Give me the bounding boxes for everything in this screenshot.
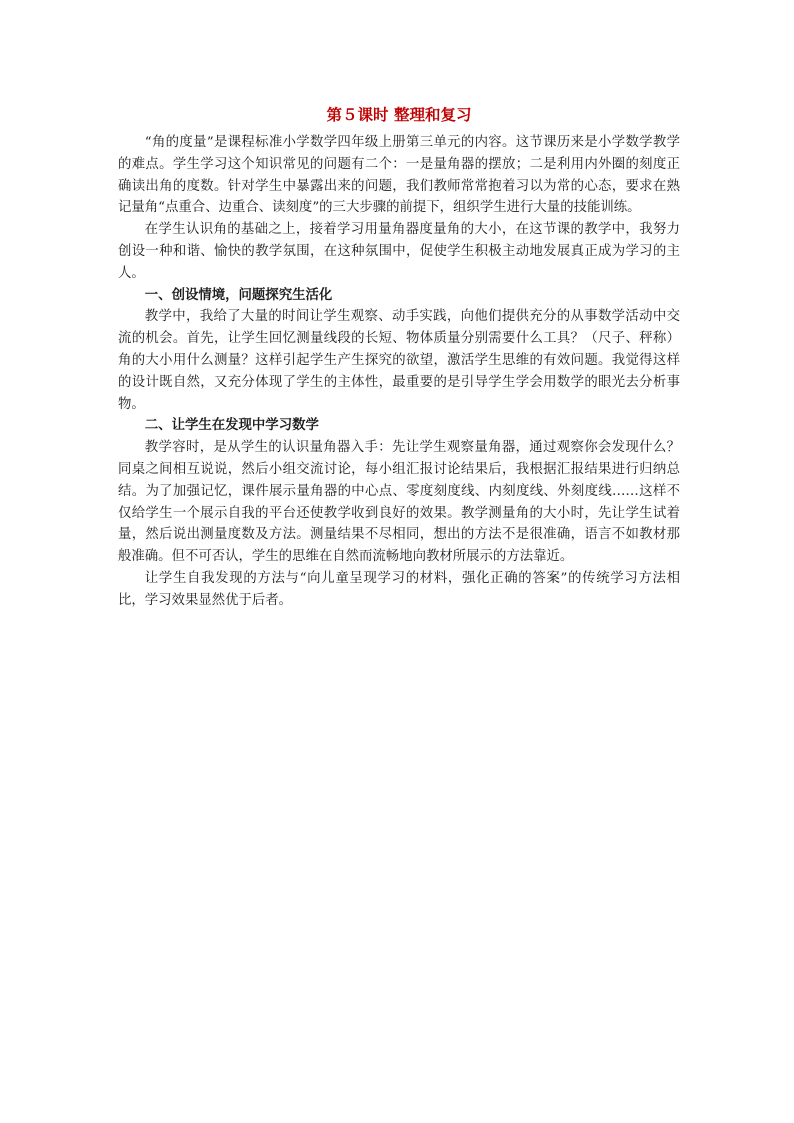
section-2-paragraph: 教学容时，是从学生的认识量角器入手：先让学生观察量角器，通过观察你会发现什么？同桌之间相互说说，然后小组交流讨论，每小组汇报讨论结果后，我根据汇报结果进行归纳总结。为了加强记忆，课件展示量角器的中心点、零度刻度线、内刻度线、外刻度线……这样不仅给学生一个展示自我的平台还使教学收到良好的效果。教学测量角的大小时，先让学生试着量，然后说出测量度数及方法。测量结果不尽相同，想出的方法不是很准确，语言不如教材那般准确。但不可否认，学生的思维在自然而流畅地向教材所展示的方法靠近。 bbox=[118, 440, 680, 565]
intro-paragraph-1: “角的度量”是课程标准小学数学四年级上册第三单元的内容。这节课历来是小学数学教学的难点。学生学习这个知识常见的问题有二个：一是量角器的摆放；二是利用内外圈的刻度正确读出角的度数。针对学生中暴露出来的问题，我们教师常常抱着习以为常的心态，要求在熟记量角“点重合、边重合、读刻度”的三大步骤的前提下，组织学生进行大量的技能训练。 bbox=[118, 135, 680, 216]
section-heading-2: 二、让学生在发现中学习数学 bbox=[144, 417, 319, 434]
closing-paragraph: 让学生自我发现的方法与“向儿童呈现学习的材料，强化正确的答案”的传统学习方法相比，学习效果显然优于后者。 bbox=[118, 570, 680, 608]
document-page bbox=[118, 104, 680, 612]
intro-paragraph-2: 在学生认识角的基础之上，接着学习用量角器度量角的大小，在这节课的教学中，我努力创设一种和谐、愉快的教学氛围，在这种氛围中，促使学生积极主动地发展真正成为学习的主人。 bbox=[118, 222, 680, 281]
page-title: 第５课时 整理和复习 bbox=[326, 105, 472, 124]
section-heading-1: 一、创设情境，问题探究生活化 bbox=[144, 286, 333, 303]
section-1-paragraph: 教学中，我给了大量的时间让学生观察、动手实践，向他们提供充分的从事数学活动中交流的机会。首先，让学生回忆测量线段的长短、物体质量分别需要什么工具？（尺子、秤称）角的大小用什么测量？这样引起学生产生探究的欲望，激活学生思维的有效问题。我觉得这样的设计既自然，又充分体现了学生的主体性，最重要的是引导学生学会用数学的眼光去分析事物。 bbox=[118, 309, 680, 412]
